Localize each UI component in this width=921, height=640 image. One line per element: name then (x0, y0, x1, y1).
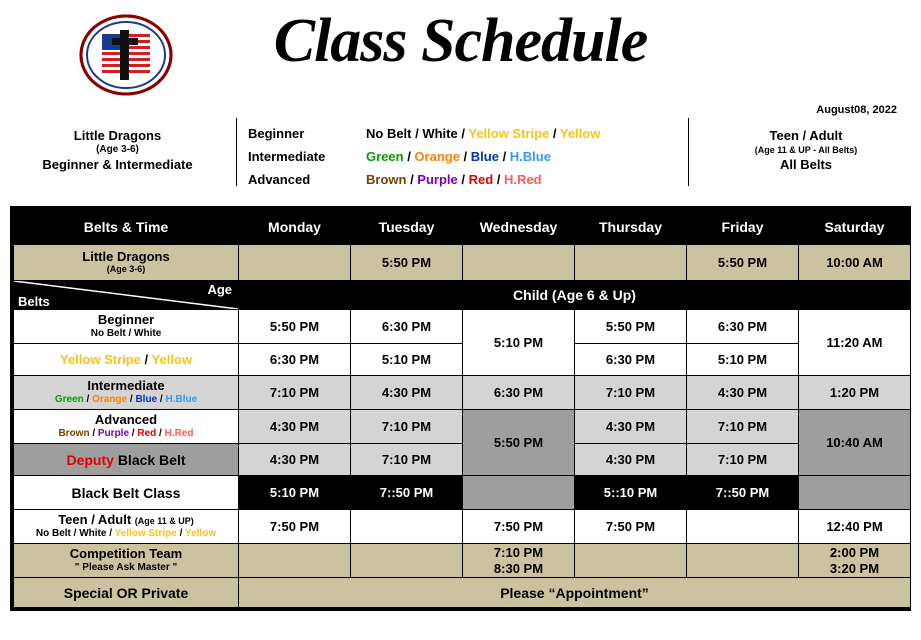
schedule-date: August08, 2022 (816, 104, 897, 116)
legend-band (0, 106, 921, 192)
cell-int-fri: 4:30 PM (687, 376, 799, 410)
cell-ta-tue (351, 510, 463, 544)
legend-belts-intermediate: Green / Orange / Blue / H.Blue (366, 149, 551, 164)
cell-ld-mon (239, 245, 351, 281)
table-row (14, 310, 911, 344)
cell-dep-mon: 4:30 PM (239, 444, 351, 476)
cell-dep-thu: 4:30 PM (575, 444, 687, 476)
col-header-tuesday: Tuesday (351, 210, 463, 245)
table-row (14, 281, 911, 310)
cell-int-tue: 4:30 PM (351, 376, 463, 410)
cell-comp-wed: 7:10 PM 8:30 PM (463, 544, 575, 578)
cell-beg-thu: 5:50 PM (575, 310, 687, 344)
cell-beg-fri: 6:30 PM (687, 310, 799, 344)
row-label-ta-age: (Age 11 & UP) (134, 516, 194, 527)
cell-int-wed: 6:30 PM (463, 376, 575, 410)
cell-comp-fri (687, 544, 799, 578)
row-label-deputy: Deputy Black Belt (14, 444, 239, 476)
cell-int-sat: 1:20 PM (799, 376, 911, 410)
label-age: Age (207, 282, 232, 297)
cell-bb-sat (799, 476, 911, 510)
cell-bb-thu: 5::10 PM (575, 476, 687, 510)
legend-divider-left (236, 118, 237, 186)
row-label-intermediate-belts: Green / Orange / Blue / H.Blue (54, 394, 198, 406)
label-belts: Belts (18, 294, 50, 309)
legend-ta-title: Teen / Adult (769, 128, 843, 143)
row-label-advanced-title: Advanced (94, 412, 158, 428)
row-label-ta-line (14, 513, 238, 528)
page-title: Class Schedule (273, 7, 648, 75)
legend-label-beginner: Beginner (248, 126, 305, 141)
row-label-advanced (14, 410, 239, 444)
row-label-teen-adult (14, 510, 239, 544)
schedule-table-wrap (10, 206, 911, 611)
legend-ld-title: Little Dragons (73, 128, 162, 143)
page-header (0, 0, 921, 116)
legend-belt-levels (248, 122, 684, 191)
cell-ld-fri: 5:50 PM (687, 245, 799, 281)
row-label-intermediate (14, 376, 239, 410)
legend-ta-age: (Age 11 & UP - All Belts) (754, 144, 858, 155)
col-header-belts-time: Belts & Time (14, 210, 239, 245)
row-label-ta-title: Teen / Adult (58, 512, 132, 528)
legend-label-advanced: Advanced (248, 172, 311, 187)
row-label-ld-age: (Age 3-6) (106, 263, 146, 274)
cell-yel-mon: 6:30 PM (239, 344, 351, 376)
cell-beg-sat: 11:20 AM (799, 310, 911, 376)
age-belts-split (14, 281, 238, 309)
table-row (14, 578, 911, 608)
cell-adv-mon: 4:30 PM (239, 410, 351, 444)
cell-int-thu: 7:10 PM (575, 376, 687, 410)
legend-ld-age: (Age 3-6) (96, 144, 139, 156)
row-label-little-dragons (14, 245, 239, 281)
table-row (14, 544, 911, 578)
table-row (14, 344, 911, 376)
cell-yel-thu: 6:30 PM (575, 344, 687, 376)
cell-ld-tue: 5:50 PM (351, 245, 463, 281)
row-label-comp-sub: " Please Ask Master " (74, 562, 178, 574)
cell-beg-tue: 6:30 PM (351, 310, 463, 344)
cell-ld-thu (575, 245, 687, 281)
child-age-banner: Child (Age 6 & Up) (239, 281, 911, 310)
cell-private-note: Please “Appointment” (239, 578, 911, 608)
table-row (14, 410, 911, 444)
row-label-beginner-title: Beginner (97, 312, 155, 328)
cell-ld-wed (463, 245, 575, 281)
col-header-thursday: Thursday (575, 210, 687, 245)
legend-belts-beginner: No Belt / White / Yellow Stripe / Yellow (366, 126, 601, 141)
cell-comp-thu (575, 544, 687, 578)
cell-adv-fri: 7:10 PM (687, 410, 799, 444)
col-header-monday: Monday (239, 210, 351, 245)
cell-ta-fri (687, 510, 799, 544)
row-label-private: Special OR Private (14, 578, 239, 608)
cell-yel-tue: 5:10 PM (351, 344, 463, 376)
cell-int-mon: 7:10 PM (239, 376, 351, 410)
cell-comp-sat: 2:00 PM 3:20 PM (799, 544, 911, 578)
table-row (14, 444, 911, 476)
row-label-comp-title: Competition Team (69, 546, 183, 562)
cell-bb-mon: 5:10 PM (239, 476, 351, 510)
legend-teen-adult (700, 128, 912, 173)
cell-ta-sat: 12:40 PM (799, 510, 911, 544)
row-label-yellow: Yellow Stripe / Yellow (14, 344, 239, 376)
legend-belts-advanced: Brown / Purple / Red / H.Red (366, 172, 542, 187)
legend-ld-levels: Beginner & Intermediate (42, 156, 193, 172)
cell-adv-wed: 5:50 PM (463, 410, 575, 476)
row-label-beginner (14, 310, 239, 344)
col-header-friday: Friday (687, 210, 799, 245)
table-row (14, 476, 911, 510)
cell-adv-thu: 4:30 PM (575, 410, 687, 444)
row-label-advanced-belts: Brown / Purple / Red / H.Red (58, 428, 194, 440)
row-label-competition (14, 544, 239, 578)
legend-ta-belts: All Belts (779, 156, 832, 172)
cell-bb-wed (463, 476, 575, 510)
cell-ta-wed: 7:50 PM (463, 510, 575, 544)
table-row (14, 376, 911, 410)
legend-row-beginner (248, 122, 684, 145)
legend-row-advanced (248, 168, 684, 191)
legend-row-intermediate (248, 145, 684, 168)
table-header-row (14, 210, 911, 245)
cell-bb-tue: 7::50 PM (351, 476, 463, 510)
cell-comp-mon (239, 544, 351, 578)
cell-beg-wed: 5:10 PM (463, 310, 575, 376)
legend-label-intermediate: Intermediate (248, 149, 326, 164)
legend-divider-right (688, 118, 689, 186)
schedule-table (13, 209, 911, 608)
row-label-beginner-belts: No Belt / White (90, 328, 162, 340)
cell-comp-tue (351, 544, 463, 578)
age-belts-split-cell (14, 281, 239, 310)
row-label-intermediate-title: Intermediate (87, 378, 165, 394)
cell-yel-fri: 5:10 PM (687, 344, 799, 376)
legend-little-dragons (10, 128, 225, 173)
row-label-ta-belts: No Belt / White / Yellow Stripe / Yellow (35, 528, 217, 540)
col-header-wednesday: Wednesday (463, 210, 575, 245)
cell-dep-fri: 7:10 PM (687, 444, 799, 476)
row-label-ld-title: Little Dragons (82, 249, 170, 265)
cell-ta-thu: 7:50 PM (575, 510, 687, 544)
cell-bb-fri: 7::50 PM (687, 476, 799, 510)
cell-dep-tue: 7:10 PM (351, 444, 463, 476)
table-row (14, 245, 911, 281)
cell-adv-tue: 7:10 PM (351, 410, 463, 444)
table-row (14, 510, 911, 544)
col-header-saturday: Saturday (799, 210, 911, 245)
cell-adv-sat: 10:40 AM (799, 410, 911, 476)
row-label-black-belt-class: Black Belt Class (14, 476, 239, 510)
cell-beg-mon: 5:50 PM (239, 310, 351, 344)
cell-ta-mon: 7:50 PM (239, 510, 351, 544)
cell-ld-sat: 10:00 AM (799, 245, 911, 281)
